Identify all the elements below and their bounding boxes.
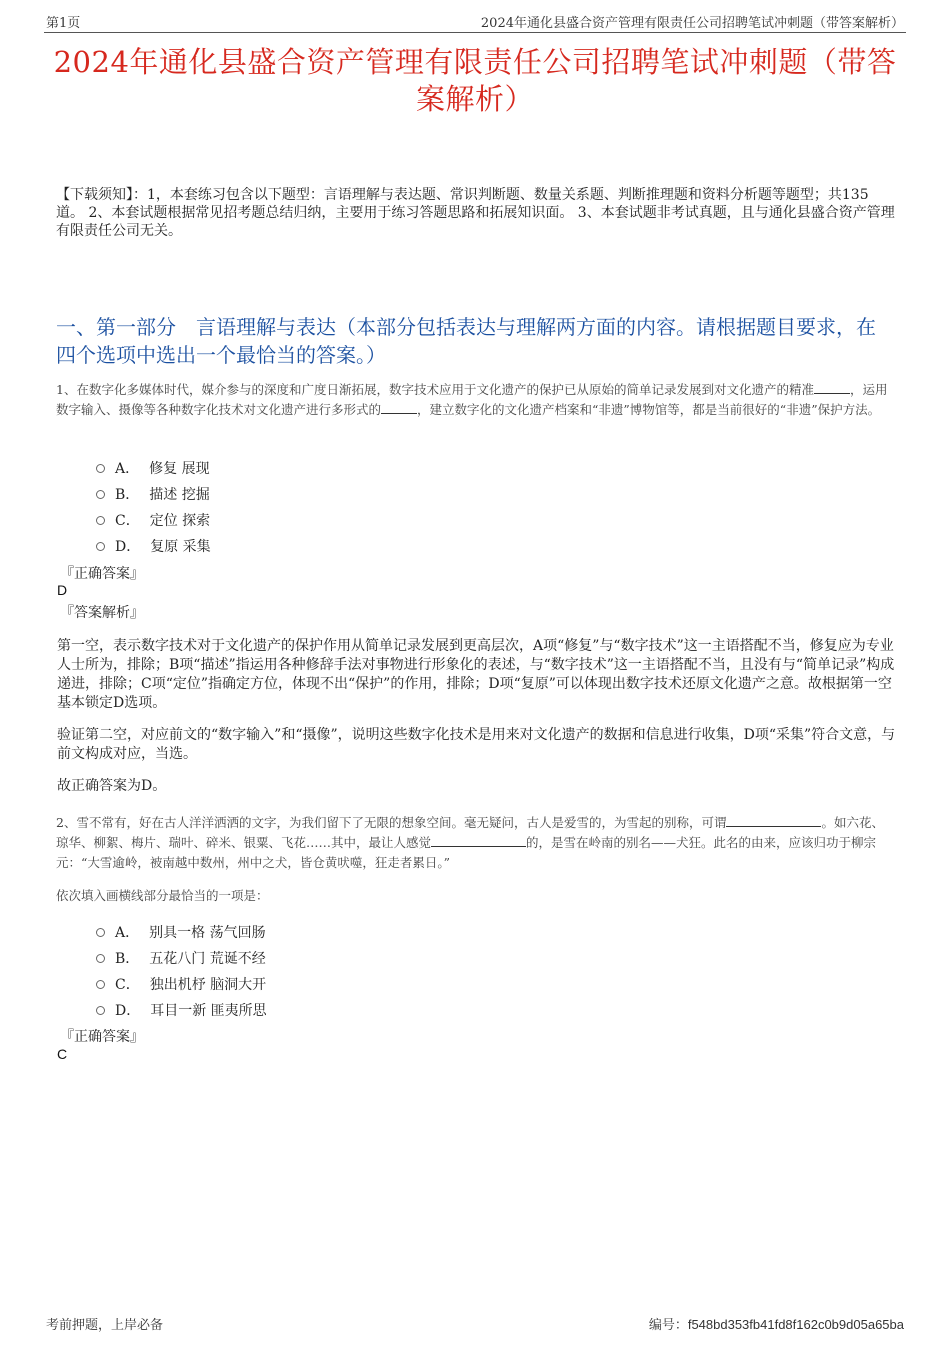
q2-stem-part-a: 2、雪不常有，好在古人洋洋洒洒的文字，为我们留下了无限的想象空间。毫无疑问，古人是爱雪的，为雪起的别称，可谓 xyxy=(56,815,727,830)
q2-blank-1 xyxy=(726,814,821,827)
option-text: 别具一格 荡气回肠 xyxy=(149,925,266,941)
q1-analysis-label: 『答案解析』 xyxy=(60,605,144,621)
option-letter: D． xyxy=(115,1003,141,1019)
radio-icon[interactable] xyxy=(96,464,105,473)
option-text: 独出机杼 脑洞大开 xyxy=(149,977,267,993)
q2-option-a[interactable] xyxy=(96,919,267,945)
radio-icon[interactable] xyxy=(96,516,105,525)
section-heading: 一、第一部分 言语理解与表达（本部分包括表达与理解两方面的内容。请根据题目要求，在四个选项中选出一个最恰当的答案。） xyxy=(56,315,876,367)
radio-icon[interactable] xyxy=(96,928,105,937)
q2-option-b[interactable] xyxy=(96,945,267,971)
q1-stem-part-a: 1、在数字化多媒体时代，媒介参与的深度和广度日渐拓展，数字技术应用于文化遗产的保护已从原始的简单记录发展到对文化遗产的精准 xyxy=(56,382,814,397)
option-letter: A． xyxy=(115,925,140,941)
page-number: 第1页 xyxy=(46,16,81,31)
radio-icon[interactable] xyxy=(96,954,105,963)
option-letter: B． xyxy=(115,487,140,503)
q2-prompt: 依次填入画横线部分最恰当的一项是： xyxy=(56,888,269,903)
q1-stem-part-b: ，运用数字输入、摄像等各种数字化技术对文化遗产进行多形式的 xyxy=(56,382,888,417)
download-notice: 【下载须知】：1，本套练习包含以下题型：言语理解与表达题、常识判断题、数量关系题、判断推理题和资料分析题等题型；共135道。 2、本套试题根据常见招考题总结归纳，主要用于练习答题思路和拓展知识面。 3、本套试题非考试真题，且与通化县盛合资产管理有限责任公司无关。 xyxy=(56,187,895,239)
q1-stem-part-c: ，建立数字化的文化遗产档案和“非遗”博物馆等，都是当前很好的“非遗”保护方法。 xyxy=(417,402,881,417)
option-letter: D． xyxy=(115,539,141,555)
option-letter: B． xyxy=(115,951,140,967)
footer-slogan: 考前押题，上岸必备 xyxy=(46,1318,164,1333)
option-letter: C． xyxy=(115,513,140,529)
q2-option-c[interactable] xyxy=(96,971,267,997)
q1-option-b[interactable] xyxy=(96,481,211,507)
q1-analysis-conclusion: 故正确答案为D。 xyxy=(57,778,167,794)
q2-answer-label: 『正确答案』 xyxy=(60,1029,144,1045)
q2-stem-part-c: 的，是雪在岭南的别名——犬狂。此名的由来，应该归功于柳宗元：“大雪逾岭，被南越中数州，州中之犬，皆仓黄吠噬，狂走者累日。” xyxy=(56,835,877,870)
q2-blank-2 xyxy=(431,834,526,847)
footer-document-id: 编号：f548bd353fb41fd8f162c0b9d05a65ba xyxy=(648,1317,904,1332)
header-divider xyxy=(44,32,906,33)
q1-option-a[interactable] xyxy=(96,455,211,481)
q1-blank-2 xyxy=(381,401,417,414)
q1-analysis-paragraph-2: 验证第二空，对应前文的“数字输入”和“摄像”，说明这些数字化技术是用来对文化遗产的数据和信息进行收集，D项“采集”符合文意，与前文构成对应，当选。 xyxy=(57,727,896,762)
q2-stem-part-b: 。如六花、琼华、柳絮、梅片、瑞叶、碎米、银粟、飞花……其中，最让人感觉 xyxy=(56,815,884,850)
q1-blank-1 xyxy=(814,381,850,394)
q2-answer: C xyxy=(57,1046,68,1062)
option-letter: C． xyxy=(115,977,140,993)
radio-icon[interactable] xyxy=(96,1006,105,1015)
q1-option-d[interactable] xyxy=(96,533,211,559)
option-text: 五花八门 荒诞不经 xyxy=(149,951,266,967)
q1-answer-label: 『正确答案』 xyxy=(60,566,144,582)
option-text: 定位 探索 xyxy=(149,513,211,529)
radio-icon[interactable] xyxy=(96,980,105,989)
q2-options xyxy=(96,919,267,1023)
question-1-stem xyxy=(56,380,896,420)
option-text: 复原 采集 xyxy=(150,539,211,555)
q2-option-d[interactable] xyxy=(96,997,267,1023)
radio-icon[interactable] xyxy=(96,490,105,499)
radio-icon[interactable] xyxy=(96,542,105,551)
q1-options xyxy=(96,455,211,559)
question-2-stem xyxy=(56,813,896,873)
running-header-title: 2024年通化县盛合资产管理有限责任公司招聘笔试冲刺题（带答案解析） xyxy=(480,16,904,31)
q1-option-c[interactable] xyxy=(96,507,211,533)
option-text: 修复 展现 xyxy=(149,461,210,477)
q1-analysis-paragraph-1: 第一空，表示数字技术对于文化遗产的保护作用从简单记录发展到更高层次，A项“修复”与“数字技术”这一主语搭配不当，修复应为专业人士所为，排除；B项“描述”指运用各种修辞手法对事物进行形象化的表述，与“数字技术”这一主语搭配不当，且没有与“简单记录”构成递进，排除；C项“定位”指确定方位，体现不出“保护”的作用，排除；D项“复原”可以体现出数字技术还原文化遗产之意。故根据第一空基本锁定D选项。 xyxy=(57,638,895,711)
option-letter: A． xyxy=(115,461,140,477)
document-title: 2024年通化县盛合资产管理有限责任公司招聘笔试冲刺题（带答案解析） xyxy=(53,45,897,116)
q1-answer: D xyxy=(57,582,68,598)
option-text: 描述 挖掘 xyxy=(149,487,210,503)
option-text: 耳目一新 匪夷所思 xyxy=(150,1003,267,1019)
